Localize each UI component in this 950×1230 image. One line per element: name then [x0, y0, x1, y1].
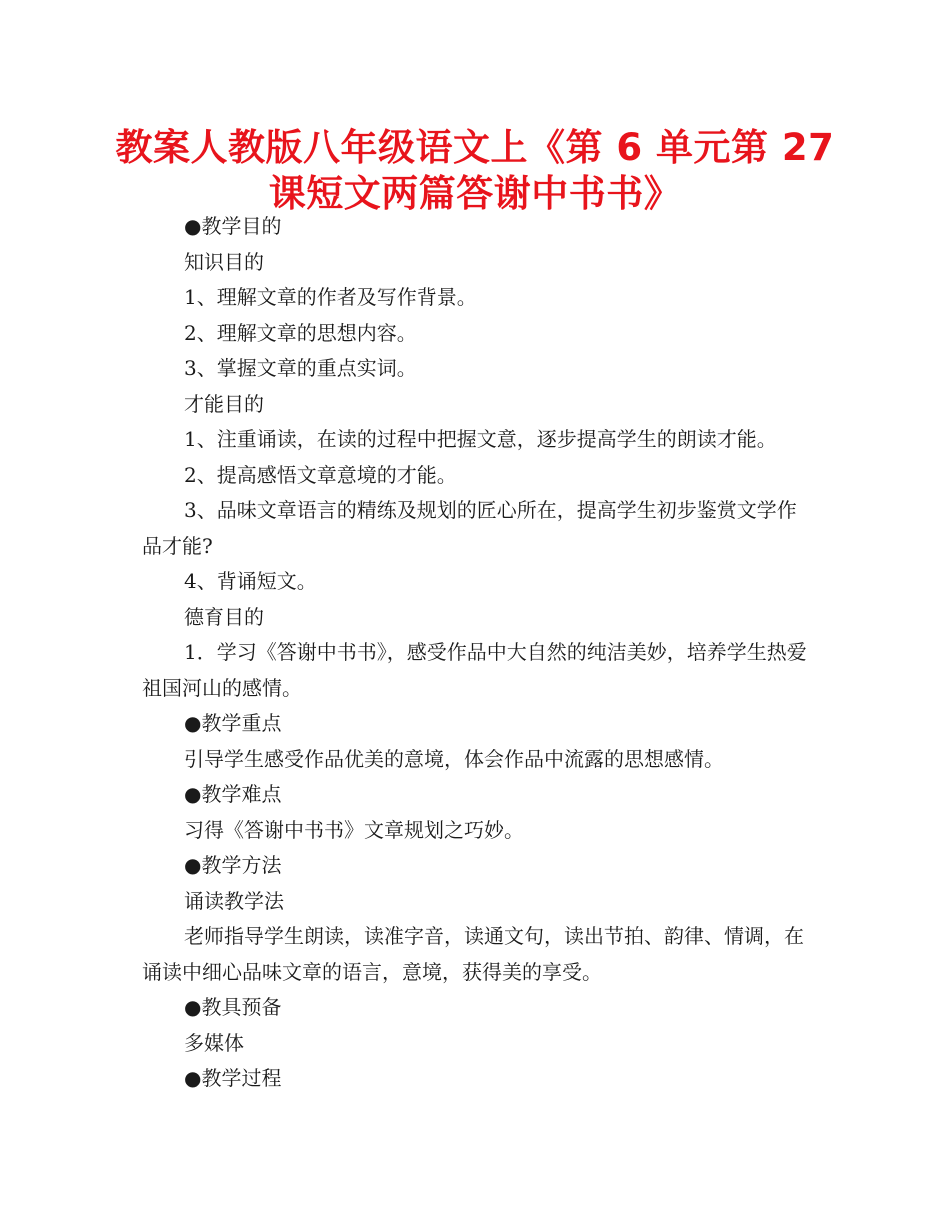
list-item: 1、理解文章的作者及写作背景。	[184, 285, 477, 309]
subheading-knowledge-goals: 知识目的	[184, 249, 264, 274]
subheading-reading-method: 诵读教学法	[184, 888, 284, 913]
list-item: 2、提高感悟文章意境的才能。	[184, 462, 457, 487]
section-heading-teaching-methods: ●教学方法	[184, 853, 282, 877]
document-body	[142, 209, 812, 1097]
list-item: 3、品味文章语言的精练及规划的匠心所在，提高学生初步鉴赏文学作品才能?	[142, 498, 797, 558]
list-item: 2、理解文章的思想内容。	[184, 320, 417, 345]
section-heading-difficult-points: ●教学难点	[184, 782, 282, 806]
list-item: 1．学习《答谢中书书》，感受作品中大自然的纯洁美妙，培养学生热爱祖国河山的感情。	[142, 640, 807, 700]
body-paragraph: 多媒体	[184, 1030, 244, 1055]
subheading-moral-goals: 德育目的	[184, 604, 264, 629]
document-title-line-1: 教案人教版八年级语文上《第 6 单元第 27	[115, 126, 835, 169]
list-item: 1、注重诵读，在读的过程中把握文意，逐步提高学生的朗读才能。	[184, 427, 777, 451]
body-paragraph: 习得《答谢中书书》文章规划之巧妙。	[184, 817, 524, 842]
section-heading-teaching-aids: ●教具预备	[184, 995, 282, 1019]
section-heading-teaching-goals: ●教学目的	[184, 214, 282, 238]
document-title-line-2: 课短文两篇答谢中书书》	[268, 172, 682, 215]
section-heading-key-points: ●教学重点	[184, 711, 282, 735]
list-item: 3、掌握文章的重点实词。	[184, 356, 417, 380]
section-heading-teaching-process: ●教学过程	[184, 1066, 282, 1090]
body-paragraph: 引导学生感受作品优美的意境，体会作品中流露的思想感情。	[184, 746, 724, 771]
list-item: 4、背诵短文。	[184, 569, 317, 593]
body-paragraph: 老师指导学生朗读，读准字音，读通文句，读出节拍、韵律、情调，在诵读中细心品味文章的语言，意境，获得美的享受。	[142, 924, 804, 984]
subheading-ability-goals: 才能目的	[184, 391, 264, 416]
